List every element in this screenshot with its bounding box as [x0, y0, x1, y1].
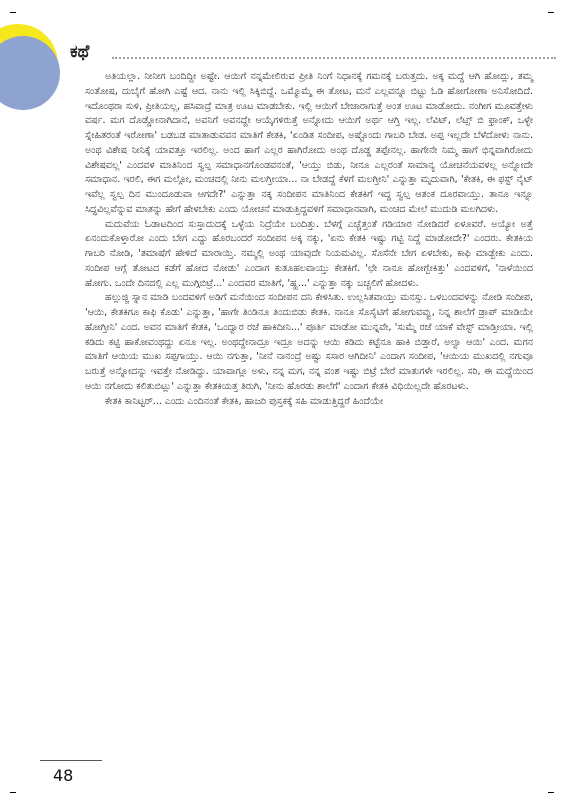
- paragraph: ಹಲ್ಲುಜ್ಜಿ ಸ್ನಾನ ಮಾಡಿ ಬಂದವಳಿಗೆ ಅಡಿಗೆ ಮನೆಯಿಂದ ಸಂದೀಪನ ದನಿ ಕೇಳಿಸಿತು. ಉಲ್ಲಸಿತವಾಯ್ತು ಮನಸ್ಸು. ಒಳಬಂದವಳನ್ನು ನೋಡಿ ಸಂದೀಪ, 'ಆಯಿ, ಕೇತಕಿಗೂ ಕಾಫಿ ಕೊಡು' ಎನ್ನುತ್ತಾ, 'ಹಾಗೇ ತಿಂಡಿನೂ ತಿಂದುಬಿಡು ಕೇತಕಿ. ನಾನೂ ಸೊಸೈಟಿಗೆ ಹೋಗುವವ್ವು, ನಿನ್ನ ಶಾಲೆಗೆ ಡ್ರಾಪ್ ಮಾಡಿಯೇ ಹೋಗ್ತೀನಿ' ಎಂದ. ಅವನ ಮಾತಿಗೆ ಕೇತಕಿ, 'ಒಂದ್ವಾರ ರಜೆ ಹಾಕಿದೀನಿ...' ಪೂರ್ತಿ ಮಾಡೋ ಮುನ್ನವೇ, 'ಸುಮ್ಮೆ ರಜೆ ಯಾಕೆ ವೇಸ್ಟ್ ಮಾಡ್ತೀಯಾ. ಇಲ್ಲಿ ಕಡಿದು ಕಟ್ಟಿ ಹಾಕೋವಂಥದ್ದು ಏನೂ ಇಲ್ಲ. ಅಂಥದ್ದೇನಾದ್ರೂ ಇದ್ರೂ ಅದನ್ನು ಆಯಿ ಕಡಿದು ಕಟ್ಟೆನೂ ಹಾಕಿ ಬಿಡ್ತಾರೆ, ಅಲ್ವಾ ಆಯಿ' ಎಂದ. ಮಗನ ಮಾತಿಗೆ ಆಯಿಯ ಮುಖ ಸಪ್ಪಗಾಯ್ತು. ಆಯಿ ನಗುತ್ತಾ, 'ನೀನೆ ನಾನಂದ್ರೆ ಅಷ್ಟು ಸಸಾರ ಆಗಿದೀನಿ' ಎಂದಾಗ ಸಂದೀಪ, 'ಆಯಿಯ ಮುಖದಲ್ಲಿ ನಗುವೂ ಬರುತ್ತೆ ಅನ್ನೋದನ್ನು ಇವತ್ತೇ ನೋಡಿದ್ದು. ಯಾವಾಗ್ಲೂ ಅಳು, ನನ್ನ ಮಗ, ನನ್ನ ವಂಶ ಇಷ್ಟು ಬಿಟ್ರೆ ಬೇರೆ ಮಾತುಗಳೇ ಇರಲಿಲ್ಲ. ಸರಿ, ಈ ಮದ್ದೆಯಿಂದ ಆಯಿ ನಗೋದು ಕಲಿತುಬಿಟ್ಲು' ಎನ್ನುತ್ತಾ ಕೇತಕಿಯತ್ತ ತಿರುಗಿ, 'ನೀನು ಹೊರಡು ಶಾಲೆಗೆ' ಎಂದಾಗ ಕೇತಕಿ ವಿಧಿಯಿಲ್ಲದೇ ಹೊರಟಳು.: [85, 292, 533, 392]
- section-title: ಕಥೆ: [70, 42, 90, 62]
- crop-mark: [548, 12, 554, 13]
- paragraph: ಕೇತಕಿ ಕಾನಿಟ್ಟರ್... ಎಂದು ಎಂದಿನಂತೆ ಕೇತಕಿ, ಹಾಜರಿ ಪುಸ್ತಕಕ್ಕೆ ಸಹಿ ಮಾಡುತ್ತಿದ್ದರೆ ಹಿಂದೆಯೇ: [105, 395, 384, 407]
- paragraph: ಮದುವೆಯ ಓಡಾಟದಿಂದ ಸುಸ್ತಾದುದಕ್ಕೆ ಒಳ್ಳೆಯ ನಿದ್ರೆಯೇ ಬಂದಿತ್ತು. ಬೆಳಗ್ಗೆ ಎಚ್ಚೆತ್ತಂತೆ ಗಡಿಯಾರ ನೋಡಿದರೆ ಏಳೂವರೆ. ಅಯ್ಯೋ ಅತ್ತೆ ಏನಂದುಕೊಳ್ತಾರೋ ಎಂದು ಬೇಗ ಎದ್ದು ಹೊರಬಂದರೆ ಸಂದೀಪನ ಅಕ್ಕ ನಕ್ಕು, 'ಏನು ಕೇತಕಿ ಇಷ್ಟು ಗಟ್ಟಿ ನಿದ್ದೆ ಮಾಡೋದೇ?' ಎಂದರು. ಕೇತಕಿಯ ಗಾಬರಿ ನೋಡಿ, 'ತಮಾಷೆಗೆ ಹೇಳಿದೆ ಮಾರಾಯ್ತಿ. ನಮ್ಮಲ್ಲಿ ಅಂಥ ಯಾವುದೇ ನಿಯಮವಿಲ್ಲ. ಸೊಸೆನೇ ಬೇಗ ಏಳಬೇಕು, ಕಾಫಿ ಮಾಡ್ಬೇಕು ಎಂದು. ಸಂದೀಪ ಆಗ್ಲೆ ತೋಟದ ಕಡೆಗೆ ಹೋದ ನೋಡು' ಎಂದಾಗ ಕುತೂಹಲವಾಯ್ತು ಕೇತಕಿಗೆ. 'ಛೇ ನಾನೂ ಹೋಗ್ಬೇಕಿತ್ತು' ಎಂದವಳಿಗೆ, 'ನಾಳೆಯಿಂದ ಹೋಗು. ಒಂದೇ ದಿನದಲ್ಲಿ ಎಲ್ಲ ಮುಗ್ಗಿಬಿಟ್ರೆ...' ಎಂದವರ ಮಾತಿಗೆ, 'ಹ್ಹ...' ಎನ್ನುತ್ತಾ ನಕ್ಕು ಬಚ್ಚಲಿಗೆ ಹೋದಳು.: [85, 218, 533, 289]
- paragraph: ಅತಿಯಲ್ಲಾ. ನೀನೀಗ ಬಂದಿದ್ದೀ ಅಷ್ಟೇ. ಆಯಿಗೆ ನನ್ನಮೇಲಿರುವ ಪ್ರೀತಿ ನಿಂಗೆ ನಿಧಾನಕ್ಕೆ ಗಮನಕ್ಕೆ ಬರುತ್ತದು. ಅಕ್ಕ ಮದ್ದೆ ಆಗಿ ಹೋದ್ಲು, ತಮ್ಮ ಸಂತೋಷ, ದುಬೈಗೆ ಹೋಗಿ ಎಷ್ಟೆ ಆದ. ನಾನು ಇಲ್ಲಿ ಸಿಕ್ಕಿಬಿದ್ದೆ. ಒಮ್ಮೊಮ್ಮೆ ಈ ತೋಟ, ಮನೆ ಎಲ್ಲವನ್ನೂ ಬಿಟ್ಟು ಓಡಿ ಹೋಗೋಣಾ ಅನಿಸೋದಿದೆ. ಇದೊಂಥರಾ ಸುಳಿ, ಪ್ರೀತಿಯಲ್ಲ, ಹಸಿವಾದ್ರೆ ಮಾತ್ರ ಊಟ ಮಾಡಬೇಕು. ಇಲ್ಲಿ ಆಯಿಗೆ ಬೇಜಾರಾಗುತ್ತೆ ಅಂತ ಊಟ ಮಾಡೋದು. ನಂಗೀಗ ಮೂವತ್ತೇಳು ವರ್ಷ. ಮಗ ದೊಡ್ಡೋನಾಗಿದಾನೆ, ಅವನಿಗೆ ಅವನದ್ದೇ ಆಯ್ಕೆಗಳಿರುತ್ತೆ ಅನ್ನೋದು ಆಯಿಗೆ ಅರ್ಥ ಆಗ್ತಿ ಇಲ್ಲ. ಲೆವಿಟ್, ಲೆಟ್ಸ್ ಬಿ ಫ್ರಾಂಕ್, ಒಳ್ಳೇ ಸ್ನೇಹಿತರಂತೆ ಇರೋಣಾ' ಬಡಬಡ ಮಾತಾಡುವವನ ಮಾತಿಗೆ ಕೇತಕಿ, 'ಏಂಡಿತ ಸಂದೀಪ, ಅಷ್ಟೊಂದು ಗಾಬರಿ ಬೇಡ. ಅಪ್ಪ ಇಲ್ಲದೇ ಬೆಳೆದೋಳು ನಾನು. ಅಂಥ ವಿಶೇಷ ನೀನಿಕ್ಕೆ ಯಾವತ್ತೂ ಇರಲಿಲ್ಲ. ಅಂದ ಹಾಗೆ ಎಲ್ಲರ ಹಾಗಿರೋದು ಅಂಥ ದೊಡ್ಡ ತಪ್ಪೇನಲ್ಲ. ಹಾಗೇನೇ ನಿಮ್ಮ ಹಾಗೆ ಭಿನ್ನವಾಗಿರೋದು ವಿಶೇಷವಲ್ಲ' ಎಂದವಳ ಮಾತಿನಿಂದ ಸ್ವಲ್ಪ ಸಮಾಧಾನಗೊಂಡವನಂತೆ, 'ಆಯ್ತು ಬಿಡು, ನೀನೂ ಎಲ್ಲರಂತೆ ಸಾಮಾನ್ಯ ಯೋಚನೆಯವಳಲ್ಲ ಅನ್ನೋದೇ ಸಮಾಧಾನ. ಇರಲಿ, ಈಗ ಮಲ್ಗೋ, ಮಂಚದಲ್ಲಿ ನೀನು ಮಲಗ್ತೀಯಾ... ನಾ ಬೇಡದ್ದೆ ಕೆಳಗೆ ಮಲಗ್ತೀನಿ' ಎನ್ನುತ್ತಾ ಮೃದುವಾಗಿ, 'ಕೇತಕಿ, ಈ ಫಸ್ಟ್ ನೈಟ್ ಇವೆಲ್ಲ ಸ್ವಲ್ಪ ದಿನ ಮುಂದೂಡುವಾ ಆಗದೇ?' ಎನ್ನುತ್ತಾ ನಕ್ಕ ಸಂದೀಪನ ಮಾತಿನಿಂದ ಕೇತಕಿಗೆ ಇದ್ದ ಸ್ವಲ್ಪ ಆತಂಕ ದೂರವಾಯ್ತು. ತಾನೂ ಇನ್ನೂ ಸಿದ್ಧವಿಲ್ಲವೆನ್ನುವ ಮಾತನ್ನು ಹೇಗೆ ಹೇಳಬೇಕು ಎಂದು ಯೋಚನೆ ಮಾಡುತ್ತಿದ್ದವಳಿಗೆ ಸಮಾಧಾನವಾಗಿ, ಮಂಚದ ಮೇಲೆ ಮುದುಡಿ ಮಲಗಿದಳು.: [85, 71, 533, 215]
- header-dotted-rule: [112, 57, 556, 59]
- story-body: [85, 70, 533, 409]
- page-number: 48: [53, 766, 74, 785]
- footer-rule: [40, 760, 102, 761]
- crop-mark: [10, 12, 16, 13]
- crop-mark: [548, 792, 554, 793]
- crop-mark: [10, 792, 16, 793]
